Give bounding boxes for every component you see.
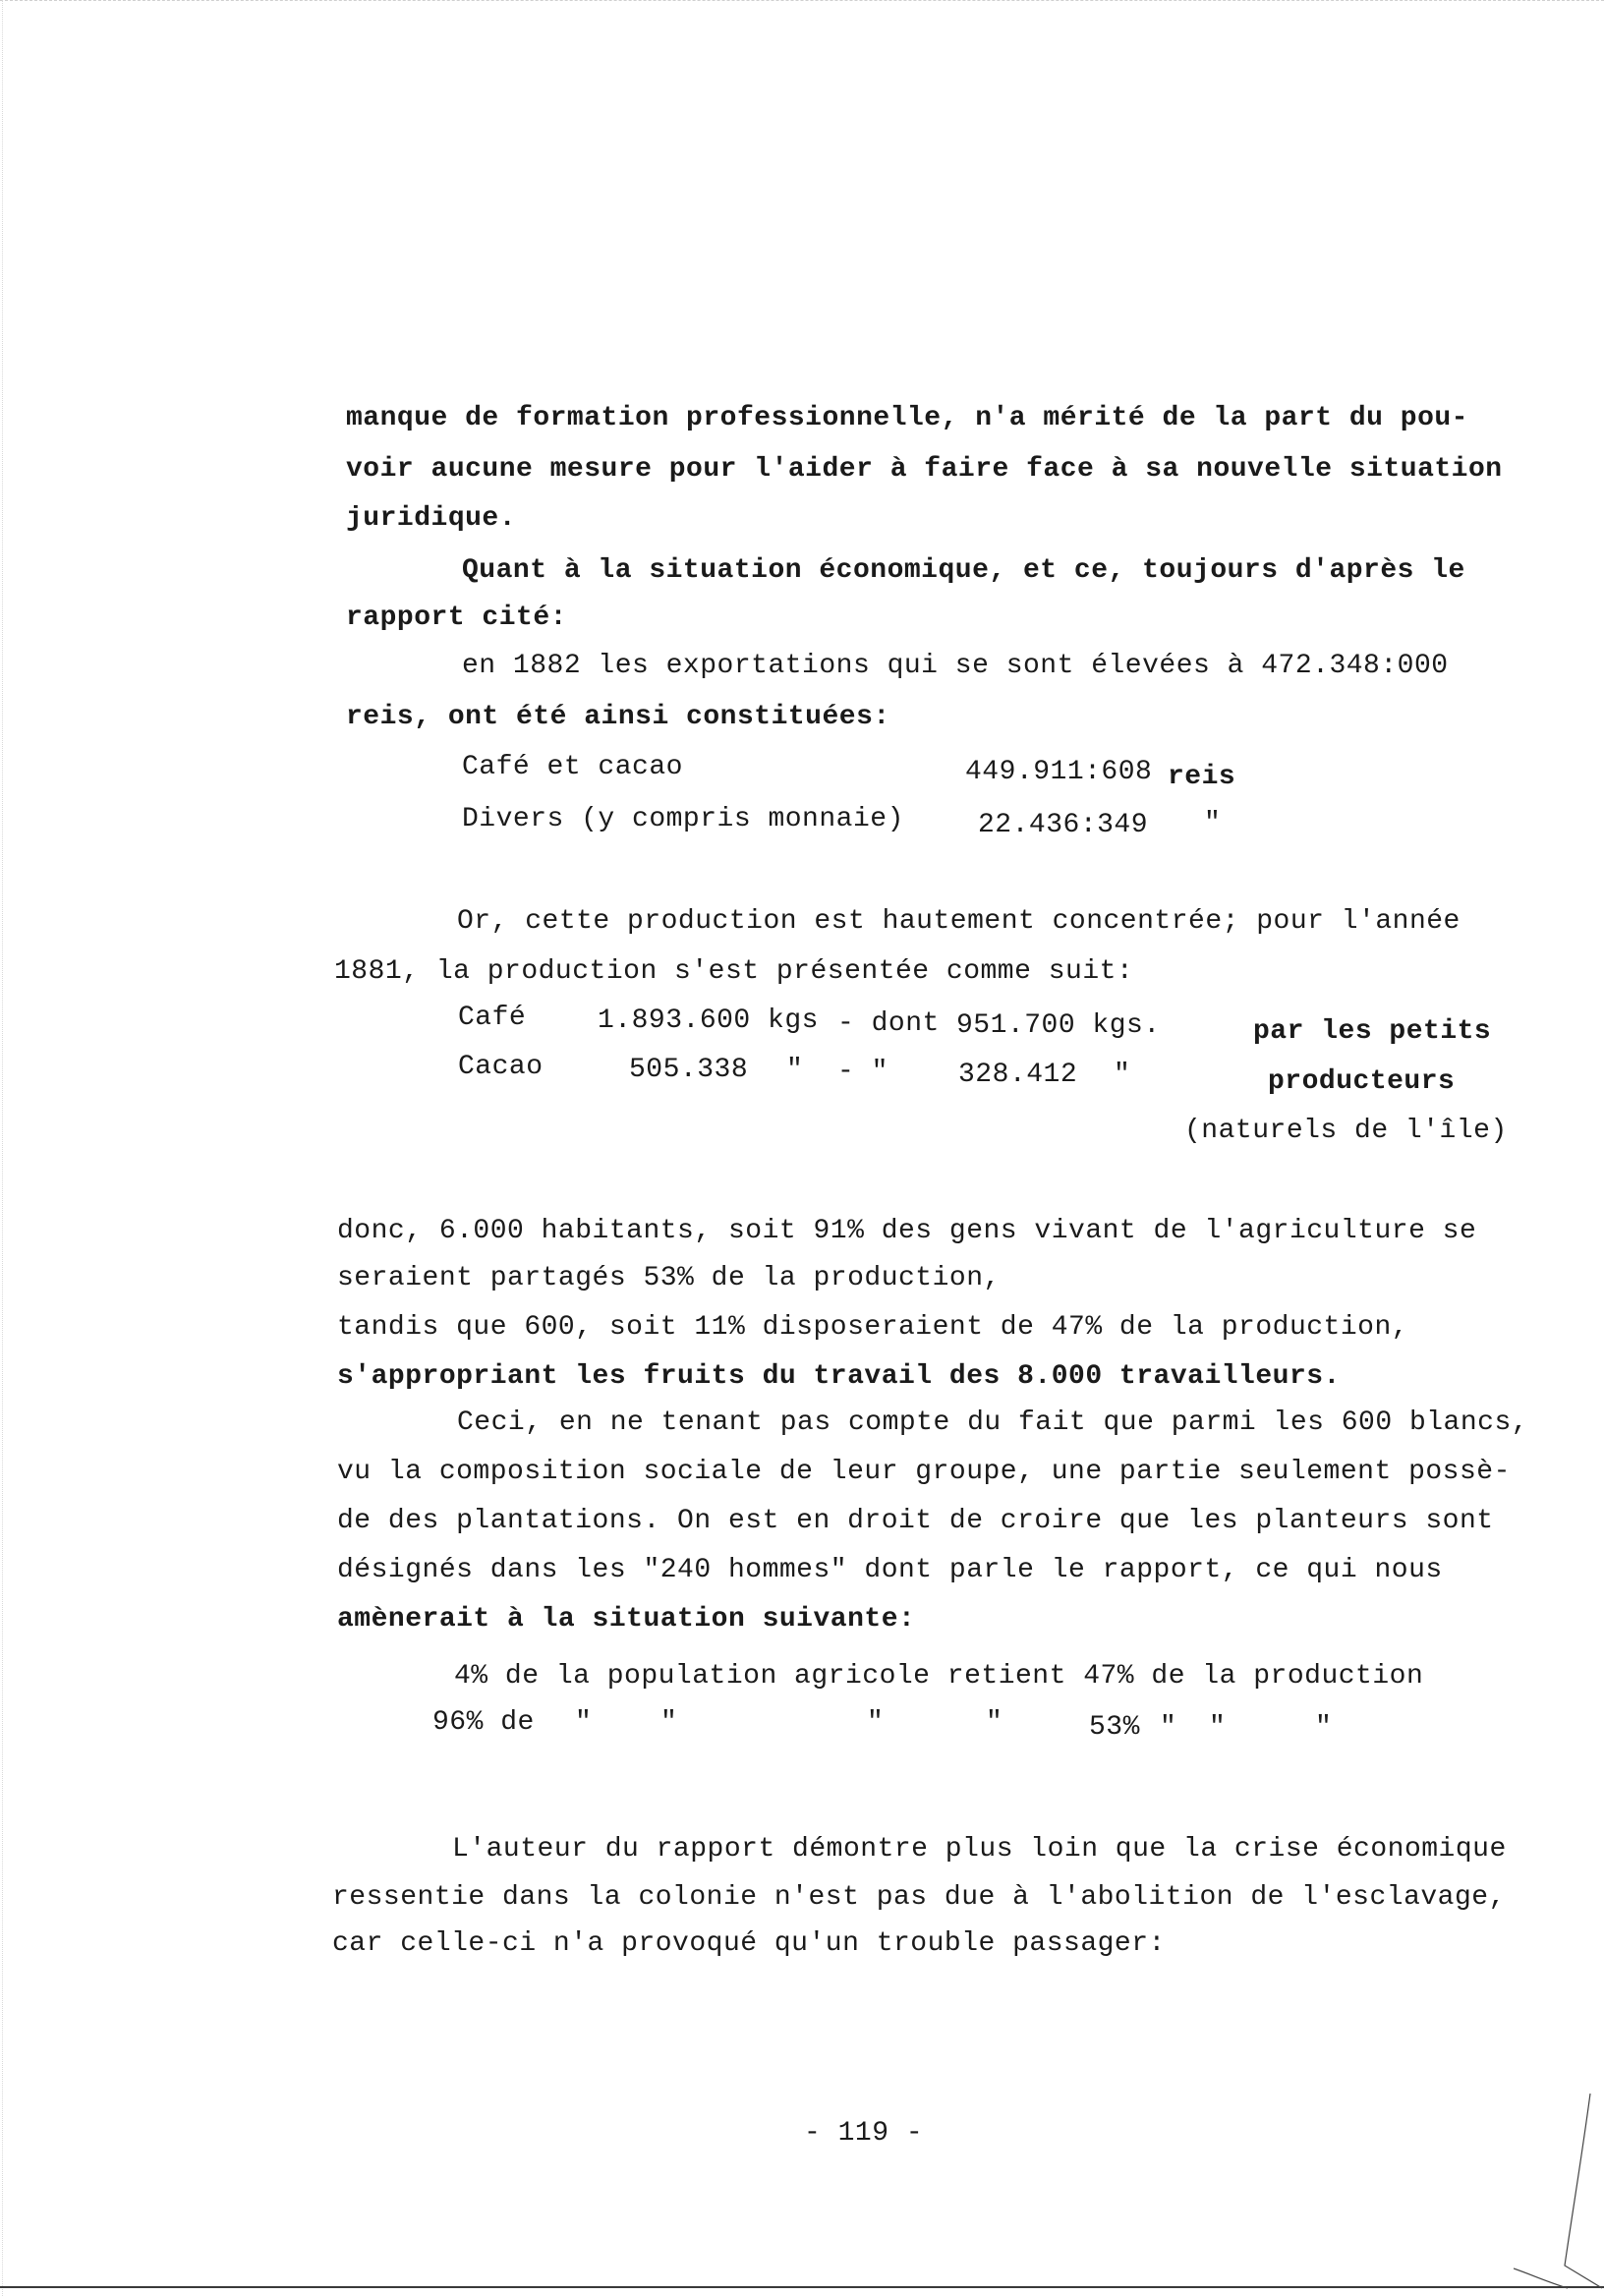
summary-row-2-ditto-4: " — [986, 1707, 1003, 1738]
summary-row-2-ditto-5: " — [1160, 1712, 1177, 1743]
exports-row-2-unit: " — [1204, 808, 1222, 838]
production-row-2-sep: - " — [837, 1057, 888, 1087]
production-note-3: (naturels de l'île) — [1184, 1116, 1508, 1146]
paragraph-1-line-1: manque de formation professionnelle, n'a mérité de la part du pou- — [346, 403, 1468, 433]
production-row-2-ditto-2: " — [1114, 1060, 1131, 1090]
summary-row-2-ditto-1: " — [575, 1707, 593, 1738]
production-row-2-small: 328.412 — [958, 1060, 1078, 1090]
summary-row-2-ditto-2: " — [660, 1707, 678, 1738]
summary-row-2-pct: 96% de — [432, 1707, 535, 1738]
paragraph-1-line-2: voir aucune mesure pour l'aider à faire face à sa nouvelle situation — [346, 454, 1503, 485]
production-line-1: Or, cette production est hautement concentrée; pour l'année — [457, 906, 1461, 937]
page-left-edge — [2, 0, 3, 2296]
production-row-1-small: 951.700 kgs. — [956, 1010, 1161, 1041]
paragraph-4-line-4: désignés dans les "240 hommes" dont parle le rapport, ce qui nous — [337, 1555, 1443, 1585]
production-row-2-total: 505.338 — [629, 1055, 749, 1085]
paragraph-2-line-2: rapport cité: — [346, 603, 567, 633]
paragraph-4-line-2: vu la composition sociale de leur groupe, une partie seulement possè- — [337, 1457, 1511, 1487]
paragraph-4-line-3: de des plantations. On est en droit de croire que les planteurs sont — [337, 1506, 1494, 1536]
page-bottom-edge — [0, 2286, 1604, 2288]
production-row-1-total: 1.893.600 kgs — [598, 1005, 819, 1036]
summary-row-2-ditto-3: " — [867, 1707, 885, 1738]
page-curl-decoration — [1514, 2094, 1602, 2290]
exports-row-2-value: 22.436:349 — [978, 810, 1149, 840]
production-note-1: par les petits — [1253, 1016, 1492, 1047]
exports-row-1-unit: reis — [1168, 762, 1236, 792]
paragraph-3-line-4: s'appropriant les fruits du travail des 8.000 travailleurs. — [337, 1361, 1341, 1392]
production-line-2: 1881, la production s'est présentée comme suit: — [334, 956, 1134, 987]
exports-line-2: reis, ont été ainsi constituées: — [346, 702, 890, 732]
production-row-1-sep: - dont — [837, 1008, 940, 1039]
summary-row-2-ditto-6: " — [1209, 1712, 1227, 1743]
exports-row-1-value: 449.911:608 — [965, 757, 1153, 787]
exports-row-1-label: Café et cacao — [462, 752, 683, 782]
summary-row-2-ditto-7: " — [1315, 1712, 1333, 1743]
paragraph-3-line-1: donc, 6.000 habitants, soit 91% des gens vivant de l'agriculture se — [337, 1216, 1477, 1246]
paragraph-5-line-3: car celle-ci n'a provoqué qu'un trouble passager: — [332, 1928, 1166, 1959]
paragraph-5-line-1: L'auteur du rapport démontre plus loin que la crise économique — [452, 1834, 1507, 1865]
paragraph-4-line-1: Ceci, en ne tenant pas compte du fait que parmi les 600 blancs, — [457, 1407, 1529, 1438]
summary-row-2-pct-2: 53% — [1089, 1712, 1140, 1743]
paragraph-5-line-2: ressentie dans la colonie n'est pas due à l'abolition de l'esclavage, — [332, 1882, 1506, 1913]
production-row-1-product: Café — [458, 1003, 527, 1033]
production-row-2-product: Cacao — [458, 1052, 544, 1082]
page-top-edge — [0, 0, 1604, 7]
paragraph-1-line-3: juridique. — [346, 503, 517, 534]
summary-row-1: 4% de la population agricole retient 47% de la production — [454, 1661, 1424, 1692]
paragraph-2-line-1: Quant à la situation économique, et ce, toujours d'après le — [462, 555, 1465, 586]
paragraph-3-line-2: seraient partagés 53% de la production, — [337, 1263, 1001, 1293]
page-number: - 119 - — [804, 2118, 924, 2149]
paragraph-3-line-3: tandis que 600, soit 11% disposeraient de 47% de la production, — [337, 1312, 1409, 1343]
paragraph-4-line-5: amènerait à la situation suivante: — [337, 1604, 916, 1635]
exports-row-2-label: Divers (y compris monnaie) — [462, 804, 904, 834]
production-note-2: producteurs — [1268, 1066, 1456, 1097]
production-row-2-ditto-1: " — [786, 1055, 804, 1085]
exports-line-1: en 1882 les exportations qui se sont élevées à 472.348:000 — [462, 651, 1449, 681]
